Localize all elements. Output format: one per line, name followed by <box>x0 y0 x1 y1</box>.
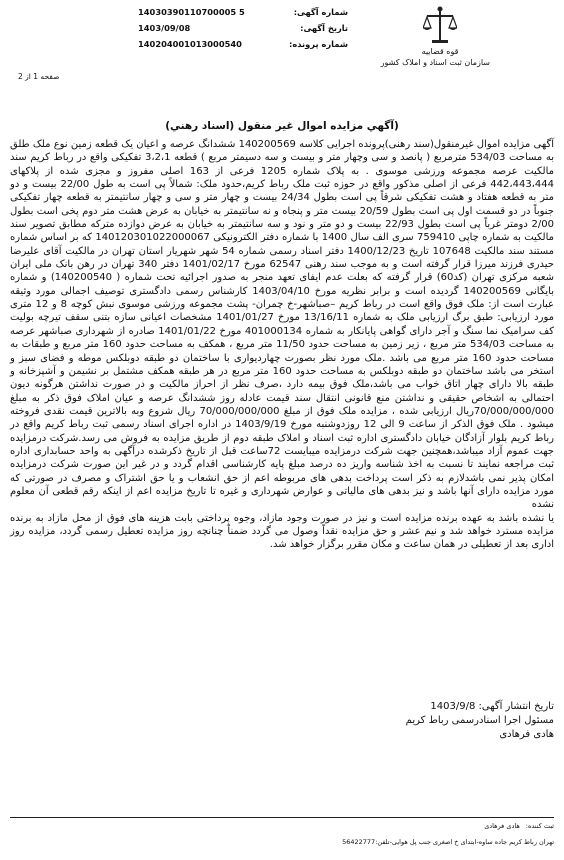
ad-number-row <box>138 4 348 20</box>
signer-name: هادی فرهادی <box>499 729 554 740</box>
ad-date-label: تاریخ آگهی: <box>300 23 348 33</box>
publish-date-label: تاریخ انتشار آگهی: <box>478 701 554 712</box>
scales-of-justice-icon <box>423 6 457 46</box>
judiciary-emblem <box>380 6 490 86</box>
signature-block <box>10 700 554 742</box>
publish-date: 1403/9/8 <box>430 701 476 712</box>
case-number-row <box>138 36 348 52</box>
ad-date-row <box>138 20 348 36</box>
body-paragraph-2: یا نشده باشد به عهده برنده مزایده است و نیز در صورت وجود مازاد، وجوه پرداختی بابت هزینه های فوق از محل مازاد به برنده مزایده مسترد خواهد شد و نیم عشر و حق مزایده نقداً وصول می گردد ضمناً چنانچه روز مزایده تعطیل رسمی گردد، مزایده روز اداری بعد از تعطیلی در همان ساعت و مکان مقرر برگزار خواهد شد. <box>10 512 554 551</box>
ad-date: 1403/09/08 <box>138 23 191 33</box>
page-number: صفحه 1 از 2 <box>18 72 60 81</box>
document-title: (آگهي مزايده اموال غير منقول (اسناد رهني) <box>165 120 399 132</box>
document-body <box>10 138 554 552</box>
footer-divider <box>10 817 554 818</box>
writer-label: ثبت کننده: <box>525 822 554 830</box>
case-number: 140204001013000540 <box>138 39 242 49</box>
ad-number: 14030390110700005 5 <box>138 7 245 17</box>
office-title: مسئول اجرا اسنادرسمی رباط کریم <box>405 715 554 726</box>
ad-metadata <box>138 4 348 52</box>
body-paragraph-1: آگهی مزایده اموال غیرمنقول(سند رهنی)پرونده اجرایی کلاسه 140200569 ششدانگ عرصه و اعیان یک قطعه زمین نوع ملک طلق به مساحت 534/03 مترمربع ( پانصد و سی وچهار متر و بیست و سه دسیمتر مربع ) قطعه 3،2،1 تفکیکی واقع در رباط کریم سند مالکیت عرصه مجموعه ورزشی موسوی . به پلاک شماره 1205 فرعی از 163 اصلی مفروز و مجزی شده از پلاکهای 442،443،444 فرعی از اصلی مذکور واقع در حوزه ثبت ملک رباط کریم،حدود ملک: شمالاً پی است به طول 22/00 بیست و دو متر به قطعه هفتاد و هشت تفکیکی شرقاً پی است بطول 24/34 بیست و چهار متر و سی و چهار سانتیمتر به قطعه چهار تفکیکی جنوباً در دو قسمت اول پی است بطول 20/59 بیست متر و پنجاه و نه سانتیمتر به خیابان به عرض هشت متر دوم پخی است بطول 2/00 دومتر غرباً پی است بطول 22/93 بیست و دو متر و نود و سه سانتیمتر به خیابان به عرض دوازده مترکه مطابق تصویر سند مالکیت به شماره چاپی 759410 سری الف سال 1400 با شماره دفتر الکترونیکی 140120301022000067 که بر اساس شماره مستند سند مالکیت 107648 تاریخ 1400/12/23 دفتر اسناد رسمی شماره 54 شهر شهریار استان تهران در مالکیت آقای علیرضا حیدری فرزند میرزا قرار گرفته است و به موجب سند رهنی 62547 مورخ 1401/02/17 دفتر 340 تهران در رهن بانک ملی ایران شعبه مرکزی تهران (کد60) قرار گرفته که بعلت عدم ایفای تعهد منجر به صدور اجرائیه تحت شماره ( 140200540) و شماره بایگانی 140200569 گردیده است و برابر نظریه مورخ 1403/04/10 کارشناس رسمی دادگستری توصیف اجمالی مورد وثیقه عبارت است از: ملک فوق واقع است در رباط کریم –صباشهر-خ چمران- پشت مجموعه ورزشی موسوی نبش کوچه 8 و 12 متری مورد ارزیابی: طبق برگ ارزیابی ملک به شماره 13/16/11 مورخ 1401/01/27 مشخصات اعیانی سازه بتنی سقف تیرچه بولیت کف سرامیک نما سنگ و آجر دارای گواهی پایانکار به شماره 401000134 مورخ 1401/01/22 صادره از شهرداری صباشهر عرصه به مساحت 534/03 متر مربع ، زیر زمین به مساحت حدود 11/50 متر مربع ، همکف به مساحت حدود 160 متر مربع و طبقات به مساحت حدود 160 متر مربع می باشد .ملک مورد نظر بصورت چهاردیواری با ساختمان دو طبقه دوبلکس موطه و فضای سبز و استخر می باشد ساختمان دو طبقه دوبلکس به مساحت حدود 160 متر مربع در هر طبقه همکف مشتمل بر نشیمن و آشپزخانه و طبقه بالا دارای چهار اتاق خواب می باشد،ملک فوق بیمه دارد ،صرف نظر از احراز مالکیت و در صورت نداشتن هرگونه دیون احتمالی به اشخاص حقیقی و نداشتن منع قانونی انتقال سند قیمت عادله روز ششدانگ عرصه و عیان املاک فوق ذکر به مبلغ 70/000/000/000ریال ارزیابی شده ، مزایده ملک فوق از مبلغ 70/000/000/000 ریال شروع وبه بالاترین قیمت نقدی فروخته میشود . ملک فوق الذکر از ساعت 9 الی 12 روزدوشنبه مورخ 1403/9/19 در اداره اجرای اسناد رسمی ثبت رباط کریم واقع در رباط کریم بلوار آزادگان خیابان دادگستری اداره ثبت اسناد و املاک طبقه دوم از طریق مزایده به فروش می رسد.شرکت درمزایده جهت عموم آزاد میباشد،همچنین جهت شرکت درمزایده میبایست 72ساعت قبل از تاریخ ذکرشده درآگهی به واحد حسابداری اداره ثبت مراجعه نمایند تا نسبت به اخذ شناسه واریز ده درصد مبلغ پایه کارشناسی اقدام گردد و در غیر این صورت شرکت درمزایده امکان پذیر نمی باشدلازم به ذکر است پرداخت بدهی های مربوطه اعم از حق انشعاب و یا حق اشتراک و مصرف در صورتی که مورد مزایده دارای آنها باشد و نیز بدهی های مالیاتی و عوارض شهرداری و غیره تا تاریخ مزایده اعم از اینکه رقم قطعی آن معلوم نشده <box>10 139 555 511</box>
case-number-label: شماره پرونده: <box>289 39 348 49</box>
ad-number-label: شماره آگهی: <box>293 7 348 17</box>
writer-name: هادی فرهادی <box>484 822 520 830</box>
writer-line <box>10 822 554 830</box>
judiciary-label: قوه قضاییه <box>421 47 459 56</box>
office-address: تهران رباط کریم جاده ساوه-ابتدای خ اصغری جنب پل هوایی-تلفن:56422777 <box>342 838 554 846</box>
publish-date-line <box>10 700 554 714</box>
org-label: سازمان ثبت اسناد و املاک کشور <box>380 58 490 67</box>
